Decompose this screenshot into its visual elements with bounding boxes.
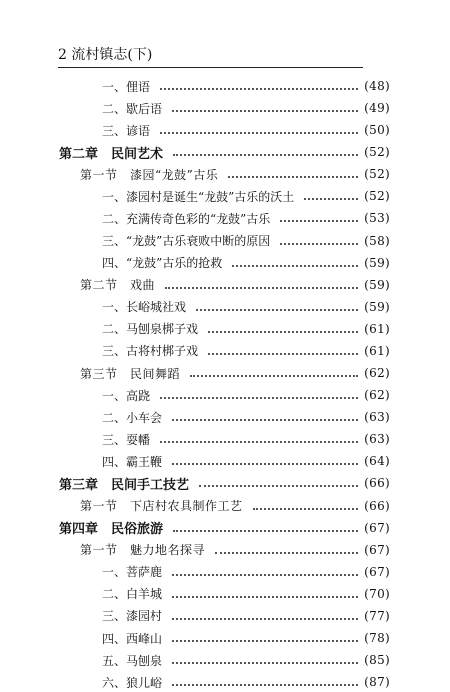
- dot-leader: [172, 574, 358, 576]
- toc-entry-label: 第一节 魅力地名探寻: [80, 543, 206, 558]
- toc-entry-label: 四、霸王鞭: [102, 454, 163, 469]
- toc-entry-label: 六、狼儿峪: [102, 675, 163, 690]
- toc-section-entry: [80, 540, 390, 560]
- toc-item-entry: [102, 628, 390, 648]
- dot-leader: [172, 618, 358, 620]
- toc-entry-page-number: (64): [364, 454, 390, 469]
- dot-leader: [160, 441, 358, 443]
- dot-leader: [199, 485, 358, 487]
- toc-entry-page-number: (66): [364, 498, 390, 513]
- toc-item-entry: [102, 429, 390, 449]
- toc-entry-page-number: (52): [364, 145, 390, 160]
- toc-entry-page-number: (50): [364, 123, 390, 138]
- toc-entry-page-number: (63): [364, 432, 390, 447]
- dot-leader: [172, 110, 358, 112]
- toc-item-entry: [102, 231, 390, 251]
- toc-entry-label: 三、耍幡: [102, 432, 151, 447]
- dot-leader: [172, 463, 358, 465]
- toc-entry-label: 第一节 漆园“龙鼓”古乐: [80, 167, 219, 182]
- dot-leader: [215, 552, 358, 554]
- toc-entry-page-number: (52): [364, 167, 390, 182]
- dot-leader: [172, 640, 358, 642]
- dot-leader: [173, 530, 358, 532]
- toc-entry-page-number: (59): [364, 277, 390, 292]
- toc-entry-page-number: (62): [364, 388, 390, 403]
- toc-entry-label: 第二节 戏曲: [80, 278, 156, 293]
- toc-item-entry: [102, 606, 390, 626]
- toc-entry-page-number: (85): [364, 653, 390, 668]
- dot-leader: [165, 287, 358, 289]
- toc-entry-label: 三、谚语: [102, 123, 151, 138]
- toc-item-entry: [102, 186, 390, 206]
- toc-entry-page-number: (67): [364, 520, 390, 535]
- toc-entry-page-number: (67): [364, 564, 390, 579]
- toc-entry-label: 一、漆园村是诞生“龙鼓”古乐的沃土: [102, 189, 295, 204]
- toc-entry-label: 第三章 民间手工技艺: [59, 477, 190, 493]
- toc-chapter-entry: [59, 473, 390, 493]
- toc-entry-page-number: (61): [364, 343, 390, 358]
- toc-entry-label: 四、西峰山: [102, 631, 163, 646]
- dot-leader: [280, 220, 358, 222]
- toc-entry-label: 三、漆园村: [102, 609, 163, 624]
- toc-entry-page-number: (67): [364, 542, 390, 557]
- toc-entry-page-number: (61): [364, 321, 390, 336]
- dot-leader: [228, 176, 358, 178]
- dot-leader: [253, 508, 359, 510]
- toc-entry-label: 第二章 民间艺术: [59, 146, 164, 162]
- toc-entry-label: 二、白羊城: [102, 587, 163, 602]
- toc-item-entry: [102, 407, 390, 427]
- dot-leader: [172, 419, 358, 421]
- dot-leader: [196, 309, 358, 311]
- header-book-title: 流村镇志(下): [71, 47, 153, 63]
- dot-leader: [190, 375, 358, 377]
- toc-entry-page-number: (87): [364, 675, 390, 690]
- toc-entry-page-number: (63): [364, 410, 390, 425]
- toc-entry-page-number: (59): [364, 299, 390, 314]
- dot-leader: [280, 243, 358, 245]
- toc-item-entry: [102, 98, 390, 118]
- toc-item-entry: [102, 341, 390, 361]
- toc-section-entry: [80, 275, 390, 295]
- toc-entry-page-number: (48): [364, 79, 390, 93]
- toc-entry-label: 五、马刨泉: [102, 653, 163, 668]
- toc-entry-label: 一、菩萨鹿: [102, 565, 163, 580]
- toc-entry-page-number: (70): [364, 586, 390, 601]
- toc-entry-page-number: (49): [364, 101, 390, 116]
- toc-item-entry: [102, 253, 390, 273]
- dot-leader: [172, 662, 358, 664]
- dot-leader: [160, 88, 358, 90]
- dot-leader: [173, 154, 358, 156]
- toc-entry-page-number: (78): [364, 631, 390, 645]
- toc-section-entry: [80, 363, 390, 383]
- toc-item-entry: [102, 76, 390, 96]
- toc-item-entry: [102, 650, 390, 670]
- toc-entry-page-number: (53): [364, 211, 390, 226]
- toc-entry-label: 一、高跷: [102, 388, 151, 403]
- toc-entry-page-number: (58): [364, 233, 390, 248]
- toc-entry-page-number: (59): [364, 255, 390, 270]
- toc-entry-page-number: (62): [364, 366, 390, 381]
- toc-item-entry: [102, 584, 390, 604]
- dot-leader: [208, 353, 358, 355]
- toc-entry-page-number: (77): [364, 608, 390, 623]
- dot-leader: [160, 397, 358, 399]
- dot-leader: [232, 265, 358, 267]
- toc-chapter-entry: [59, 518, 390, 538]
- toc-entry-label: 一、俚语: [102, 79, 151, 94]
- toc-entry-page-number: (52): [364, 189, 390, 204]
- toc-item-entry: [102, 319, 390, 339]
- toc-entry-label: 三、古将村梆子戏: [102, 344, 199, 359]
- toc-entry-label: 二、歇后语: [102, 101, 163, 116]
- toc-entry-label: 第四章 民俗旅游: [59, 522, 164, 538]
- toc-item-entry: [102, 451, 390, 471]
- toc-item-entry: [102, 562, 390, 582]
- dot-leader: [208, 331, 358, 333]
- toc-entry-label: 第三节 民间舞蹈: [80, 366, 181, 381]
- dot-leader: [172, 596, 358, 598]
- toc-entry-label: 三、“龙鼓”古乐衰败中断的原因: [102, 234, 271, 249]
- dot-leader: [304, 198, 358, 200]
- toc-entry-label: 一、长峪城社戏: [102, 300, 187, 315]
- header-page-number: 2: [58, 47, 67, 63]
- toc-item-entry: [102, 208, 390, 228]
- toc-section-entry: [80, 164, 390, 184]
- toc-item-entry: [102, 385, 390, 405]
- toc-entry-label: 二、马刨泉梆子戏: [102, 322, 199, 337]
- toc-entry-label: 第一节 下店村农具制作工艺: [80, 499, 243, 514]
- toc-chapter-entry: [59, 142, 390, 162]
- toc-item-entry: [102, 120, 390, 140]
- toc-item-entry: [102, 672, 390, 692]
- toc-entry-label: 四、“龙鼓”古乐的抢救: [102, 256, 223, 271]
- toc-entry-label: 二、小车会: [102, 410, 163, 425]
- toc-item-entry: [102, 297, 390, 317]
- toc-entry-label: 二、充满传奇色彩的“龙鼓”古乐: [102, 211, 271, 226]
- dot-leader: [172, 684, 358, 686]
- toc-entry-page-number: (66): [364, 476, 390, 491]
- dot-leader: [160, 132, 358, 134]
- toc-section-entry: [80, 496, 390, 516]
